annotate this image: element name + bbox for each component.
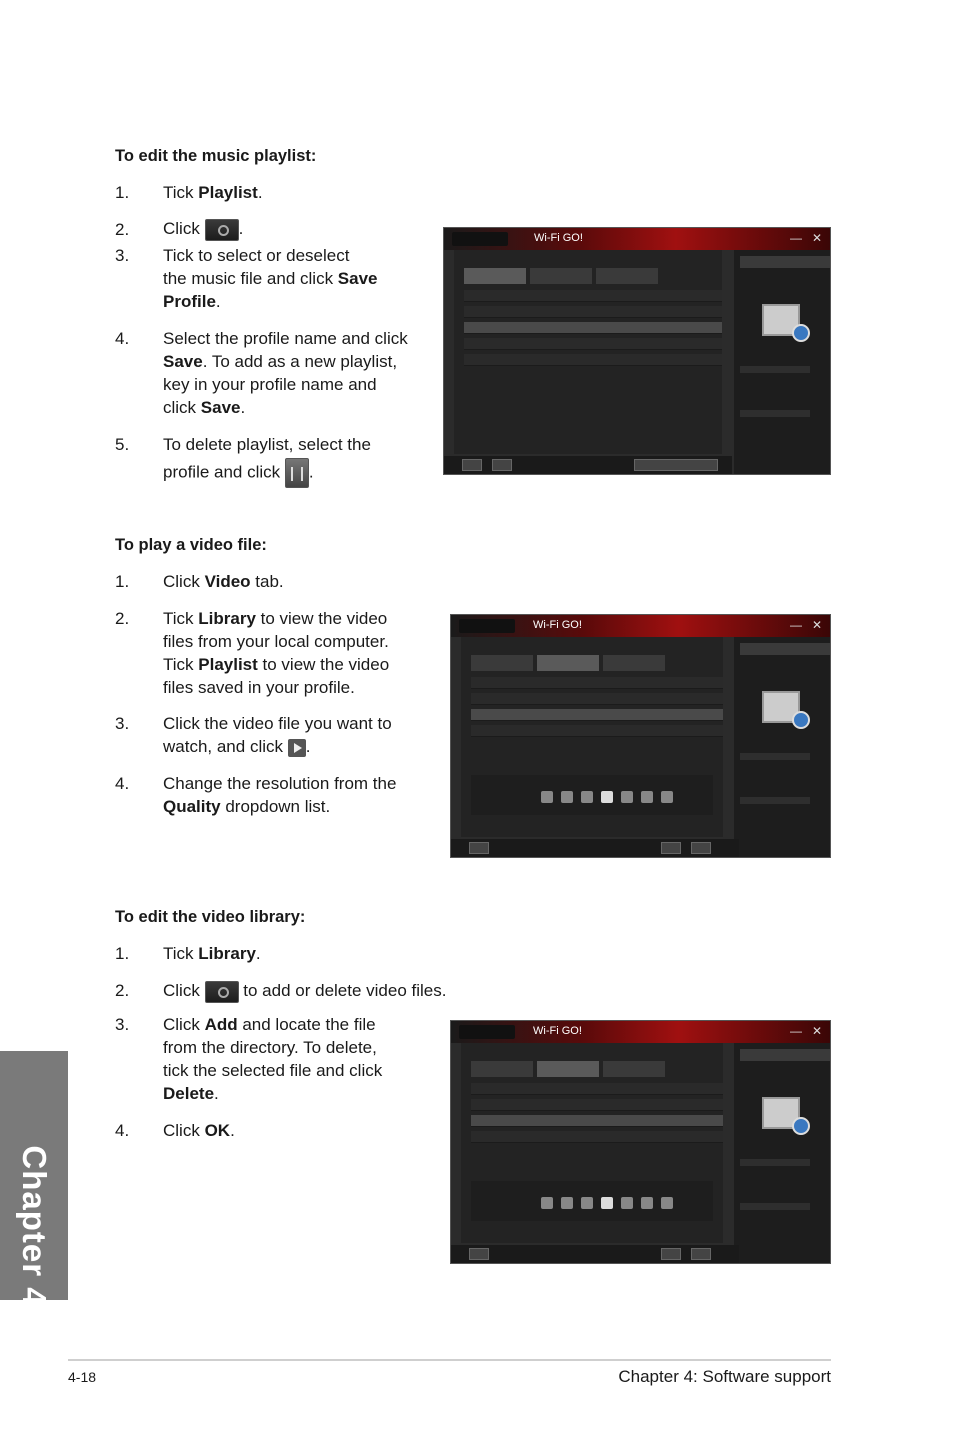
step-number: 4. [115, 774, 130, 793]
list-item [471, 1115, 723, 1127]
app-title: Wi-Fi GO! [533, 619, 582, 631]
step-number: 2. [115, 609, 130, 628]
close-icon: ✕ [811, 618, 822, 632]
screenshot-music-playlist [443, 227, 831, 475]
home-icon [469, 1248, 489, 1260]
play-icon [288, 739, 306, 757]
step-number: 2. [115, 220, 130, 239]
play-icon [601, 1197, 613, 1209]
rog-logo [452, 232, 508, 246]
tab-music [471, 655, 533, 671]
section-heading-video-library: To edit the video library: [115, 908, 306, 926]
bottom-toolbar [451, 1245, 739, 1263]
bottom-toolbar [444, 456, 732, 474]
step-number: 2. [115, 981, 130, 1000]
step-number: 3. [115, 1015, 130, 1034]
list-item [471, 709, 723, 721]
minimize-icon: — [790, 1024, 802, 1038]
step-number: 4. [115, 1121, 130, 1140]
section-heading-music-playlist: To edit the music playlist: [115, 147, 317, 165]
step-number: 5. [115, 435, 130, 454]
save-profile-button [634, 459, 718, 471]
back-icon [492, 459, 512, 471]
step-text: Tick Library to view the video files from your local computer. Tick Playlist to view the video files saved in your profile. [163, 609, 390, 697]
step-number: 1. [115, 183, 130, 202]
list-item [471, 1083, 723, 1095]
tab-music [471, 1061, 533, 1077]
output-icon [691, 1248, 711, 1260]
media-panel [454, 250, 722, 454]
step-number: 3. [115, 714, 130, 733]
tab-video [537, 1061, 599, 1077]
chapter-tab-label: Chapter 4 [16, 1145, 53, 1307]
list-item [471, 1099, 723, 1111]
screenshot-video-library [450, 1020, 831, 1264]
home-icon [462, 459, 482, 471]
list-item [464, 306, 722, 318]
step-text: Click Add and locate the file from the directory. To delete, tick the selected file and click Delete. [163, 1015, 383, 1103]
tab-photo [596, 268, 658, 284]
section-heading-play-video: To play a video file: [115, 536, 267, 554]
monitor-icon [762, 691, 800, 723]
bottom-toolbar [451, 839, 739, 857]
media-panel [461, 1043, 723, 1243]
tab-video [537, 655, 599, 671]
minimize-icon: — [790, 618, 802, 632]
list-item [471, 693, 723, 705]
app-title: Wi-Fi GO! [533, 1025, 582, 1037]
step-text: Tick Playlist. [163, 183, 263, 202]
step-text: To delete playlist, select the profile and click . [163, 433, 371, 488]
step-text: Tick Library. [163, 944, 261, 963]
library-icon [661, 1248, 681, 1260]
rog-logo [459, 1025, 515, 1039]
step-number: 1. [115, 572, 130, 591]
step-text: Click Video tab. [163, 572, 284, 591]
search-icon [205, 219, 239, 241]
footer-section-title: Chapter 4: Software support [618, 1367, 831, 1386]
rog-logo [459, 619, 515, 633]
footer-divider [68, 1359, 831, 1361]
step-number: 4. [115, 329, 130, 348]
step-text: Change the resolution from the Quality dropdown list. [163, 774, 397, 816]
player-controls [471, 775, 713, 815]
library-icon [661, 842, 681, 854]
output-icon [691, 842, 711, 854]
step-text: Click the video file you want to watch, and click . [163, 714, 392, 756]
app-title: Wi-Fi GO! [534, 232, 583, 244]
window-titlebar [444, 228, 830, 250]
step-number: 3. [115, 246, 130, 265]
list-item [471, 1131, 723, 1143]
close-icon: ✕ [811, 1024, 822, 1038]
list-item [471, 677, 723, 689]
home-icon [469, 842, 489, 854]
chapter-tab [0, 1051, 68, 1307]
monitor-icon [762, 304, 800, 336]
list-item [464, 338, 722, 350]
close-icon: ✕ [811, 231, 822, 245]
player-controls [471, 1181, 713, 1221]
search-icon [205, 981, 239, 1003]
list-item [464, 322, 722, 334]
step-text: Click OK. [163, 1121, 235, 1140]
window-titlebar [451, 615, 830, 637]
media-panel [461, 637, 723, 837]
minimize-icon: — [790, 231, 802, 245]
device-panel [734, 637, 830, 857]
step-text: Tick to select or deselect the music file and click Save Profile. [163, 246, 378, 311]
step-text: Click to add or delete video files. [163, 979, 446, 1003]
tab-photo [603, 1061, 665, 1077]
device-panel [734, 250, 830, 474]
tab-music [464, 268, 526, 284]
trash-icon [285, 458, 309, 488]
play-icon [601, 791, 613, 803]
step-text: Click . [163, 217, 243, 241]
tab-video [530, 268, 592, 284]
screenshot-play-video [450, 614, 831, 858]
step-text: Select the profile name and click Save. To add as a new playlist, key in your profile name and click Save. [163, 329, 408, 417]
list-item [464, 354, 722, 366]
list-item [464, 290, 722, 302]
page-number: 4-18 [68, 1369, 97, 1385]
device-panel [734, 1043, 830, 1263]
tab-photo [603, 655, 665, 671]
step-number: 1. [115, 944, 130, 963]
window-titlebar [451, 1021, 830, 1043]
monitor-icon [762, 1097, 800, 1129]
list-item [471, 725, 723, 737]
